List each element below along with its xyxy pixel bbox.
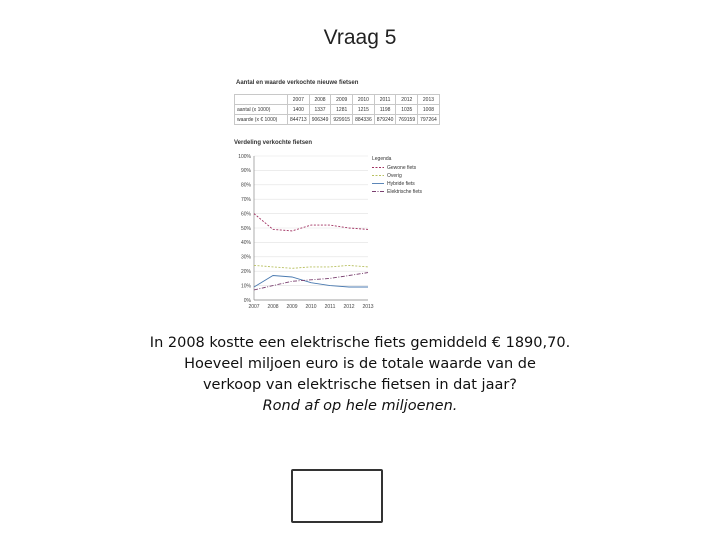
x-tick-label: 2009 [286,304,298,310]
table-cell: 769159 [396,115,418,125]
page-title: Vraag 5 [323,26,397,49]
legend-entry: Elektrische fiets [387,189,423,195]
table-cell: 1008 [418,105,440,115]
table-cell: 1215 [353,105,375,115]
y-tick-label: 90% [240,168,251,175]
x-tick-label: 2013 [362,304,374,310]
x-tick-label: 2007 [248,304,260,310]
sales-table [234,94,440,125]
table-header-row [235,95,440,105]
table-cell: 1337 [309,105,331,115]
y-tick-label: 40% [240,240,251,247]
table-row-label: aantal (x 1000) [235,105,288,115]
y-tick-label: 70% [240,197,251,203]
table-header-cell [235,95,288,105]
question-text [60,333,660,417]
table-row-label: waarde (x € 1000) [235,115,288,125]
chart-title: Verdeling verkochte fietsen [234,140,313,146]
y-tick-label: 100% [238,153,251,160]
series-line [254,214,368,231]
y-tick-label: 80% [240,182,251,189]
question-line: Hoeveel miljoen euro is de totale waarde van de [184,356,536,372]
y-tick-label: 30% [240,254,251,261]
question-line: In 2008 kostte een elektrische fiets gemiddeld € 1890,70. [149,335,571,351]
series-line [254,265,368,268]
y-tick-label: 60% [240,211,251,218]
table-header-cell: 2007 [288,95,310,105]
table-header-cell: 2010 [353,95,375,105]
table-cell: 879240 [374,115,396,125]
y-tick-label: 50% [240,225,251,232]
table-cell: 906349 [309,115,331,125]
question-instruction: Rond af op hele miljoenen. [262,398,458,414]
legend-entry: Gewone fiets [387,165,417,171]
y-tick-label: 20% [240,269,251,275]
distribution-chart [228,148,448,314]
x-tick-label: 2008 [267,304,279,310]
legend-entry: Hybride fiets [387,181,415,187]
x-tick-label: 2011 [324,304,336,310]
table-header-cell: 2013 [418,95,440,105]
y-tick-label: 0% [243,297,251,304]
table-title: Aantal en waarde verkochte nieuwe fietsen [236,80,359,86]
table-header-cell: 2008 [309,95,331,105]
table-cell: 844713 [288,115,310,125]
table-header-cell: 2012 [396,95,418,105]
table-header-cell: 2009 [331,95,353,105]
table-cell: 1281 [331,105,353,115]
table-row [235,105,440,115]
legend-title: Legenda [372,156,392,162]
table-cell: 1198 [374,105,396,115]
table-cell: 929915 [331,115,353,125]
x-tick-label: 2010 [305,304,317,310]
table-cell: 884336 [353,115,375,125]
y-tick-label: 10% [240,283,251,290]
table-header-cell: 2011 [374,95,396,105]
table-row [235,115,440,125]
legend-entry: Overig [387,173,402,179]
table-cell: 1400 [288,105,310,115]
answer-box[interactable] [291,469,383,523]
x-tick-label: 2012 [343,304,355,310]
table-cell: 797264 [418,115,440,125]
question-line: verkoop van elektrische fietsen in dat jaar? [202,377,518,393]
table-cell: 1035 [396,105,418,115]
series-line [254,276,368,288]
